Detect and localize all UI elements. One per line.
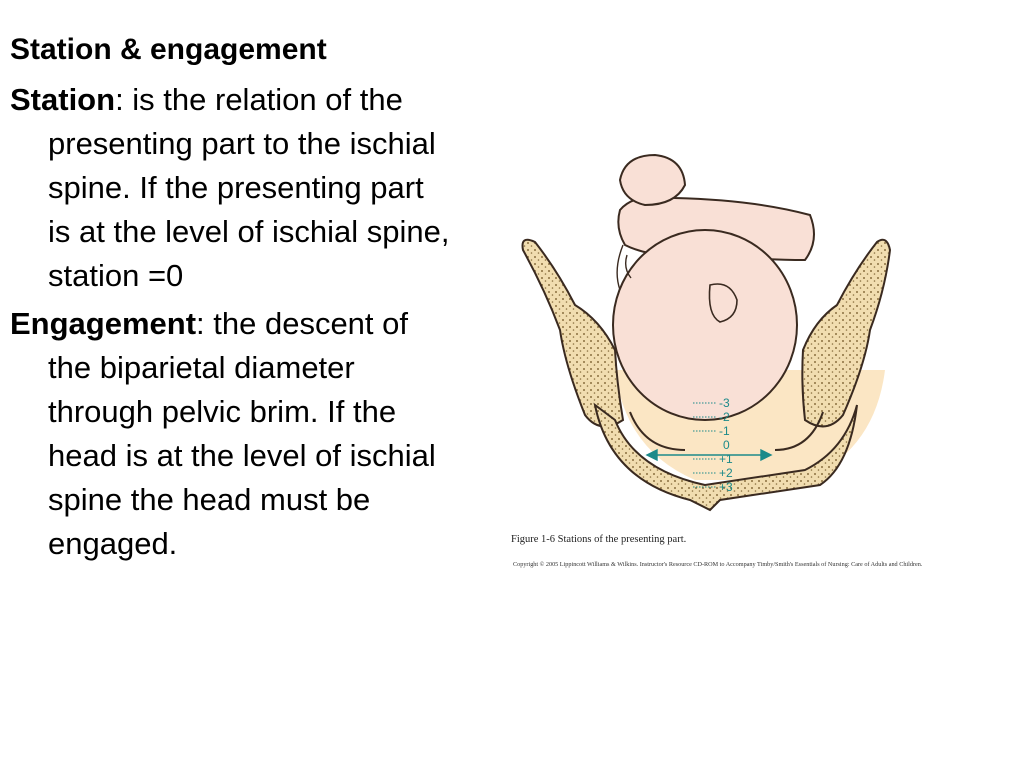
station-label-minus-1: -1 [719, 424, 730, 438]
slide-title: Station & engagement [10, 33, 327, 66]
station-term: Station [10, 82, 116, 117]
station-label-plus-1: +1 [719, 452, 733, 466]
baby-fist [620, 155, 685, 205]
pelvis-stations-figure [505, 150, 1005, 590]
station-label-zero: 0 [723, 438, 730, 452]
engagement-definition: : the descent of the biparietal diameter through pelvic brim. If the head is at the level of ischial spine the head must be engaged. [48, 306, 436, 561]
figure-copyright: Copyright © 2005 Lippincott Williams & Wilkins. Instructor's Resource CD-ROM to Accompany Timby/Smith's Essentials of Nursing: Care of Adults and Children. [513, 561, 923, 568]
station-label-minus-2: -2 [719, 410, 730, 424]
baby-head [613, 230, 797, 420]
station-label-minus-3: -3 [719, 396, 730, 410]
station-paragraph [10, 78, 450, 298]
engagement-paragraph [10, 302, 450, 566]
left-iliac-wing [523, 240, 624, 427]
pelvis-illustration [505, 150, 1005, 530]
station-definition: : is the relation of the presenting part to the ischial spine. If the presenting part is at the level of ischial spine, station =0 [48, 82, 450, 293]
station-label-plus-2: +2 [719, 466, 733, 480]
figure-caption: Figure 1-6 Stations of the presenting part. [511, 534, 687, 545]
engagement-term: Engagement [10, 306, 197, 341]
station-label-plus-3: +3 [719, 480, 733, 494]
slide-text-block [10, 28, 450, 570]
